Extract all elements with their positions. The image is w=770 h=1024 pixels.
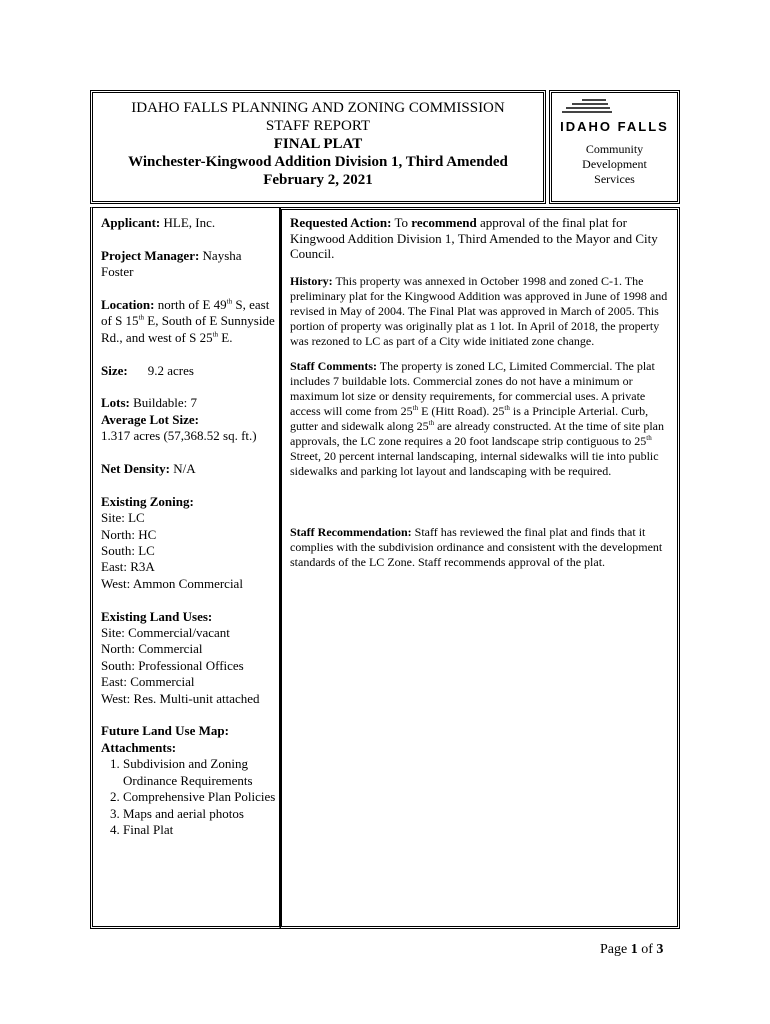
attachment-item: 2. Comprehensive Plan Policies — [123, 789, 277, 805]
use-north: North: Commercial — [101, 641, 203, 657]
attachments-list — [101, 756, 277, 838]
idaho-falls-logo — [552, 97, 677, 187]
pm-label: Project Manager: — [101, 247, 200, 263]
history-label: History: — [290, 273, 333, 288]
location-text-d: E. — [218, 329, 233, 345]
history — [290, 274, 670, 349]
comments-text-a: The property is zoned LC, Limited Commercial. The plat includes 7 buildable lots. Commercial zones do not have a minimum or maximum lot size or density requirements, for commercial uses. A private access will come from 25 — [290, 358, 655, 418]
req-text-b: recommend — [411, 215, 477, 230]
comments-text-b: E (Hitt Road). 25 — [418, 403, 505, 418]
page-of: of — [637, 942, 657, 957]
location-text-c: E, South of E Sunnyside Rd., and west of S 25 — [101, 313, 275, 345]
report-body — [290, 215, 670, 570]
staff-comments — [290, 359, 670, 479]
header-commission: IDAHO FALLS PLANNING AND ZONING COMMISSION — [131, 100, 505, 116]
attachment-item: 3. Maps and aerial photos — [123, 806, 277, 822]
attachment-item: 1. Subdivision and Zoning Ordinance Requirements — [123, 756, 277, 789]
logo-sub-community: Community — [585, 142, 644, 156]
lots — [101, 395, 277, 411]
project-summary — [101, 215, 277, 838]
requested-action — [290, 215, 670, 262]
staff-comments-label: Staff Comments: — [290, 358, 377, 373]
use-west: West: Res. Multi-unit attached — [101, 690, 260, 706]
zoning-south: South: LC — [101, 543, 155, 559]
header-date: February 2, 2021 — [263, 172, 373, 188]
project-manager — [101, 248, 277, 281]
header-staff-report: STAFF REPORT — [265, 118, 371, 134]
comments-text-d: are already constructed. At the time of site plan approvals, the LC zone requires a 20 foot landscape strip contiguous to 25 — [290, 418, 665, 448]
location-sup-a: th — [226, 297, 233, 306]
zoning-site: Site: LC — [101, 510, 145, 526]
staff-recommendation — [290, 525, 670, 570]
location-label: Location: — [101, 297, 155, 312]
density-label: Net Density: — [101, 461, 170, 477]
applicant — [101, 215, 277, 231]
page-number — [600, 942, 663, 958]
page-current: 1 — [630, 942, 638, 957]
logo-subtitle — [552, 142, 677, 187]
use-east: East: Commercial — [101, 674, 195, 690]
zoning-north: North: HC — [101, 526, 157, 542]
zoning-east: East: R3A — [101, 559, 155, 575]
req-text-c: approval of the final plat for Kingwood Addition Division 1, Third Amended to the Mayor and City Council. — [290, 215, 658, 261]
lots-value: Buildable: 7 — [129, 395, 198, 411]
density-value: N/A — [169, 461, 196, 477]
header-subdivision: Winchester-Kingwood Addition Division 1, Third Amended — [128, 154, 508, 170]
header-final-plat: FINAL PLAT — [273, 136, 363, 152]
attachments-label: Attachments: — [101, 739, 177, 755]
avg-lot-size-value: 1.317 acres (57,368.52 sq. ft.) — [101, 428, 257, 444]
comments-sup-d: th — [646, 433, 652, 442]
requested-action-label: Requested Action: — [290, 215, 392, 230]
page-total: 3 — [656, 942, 664, 957]
staff-recommendation-label: Staff Recommendation: — [290, 524, 412, 539]
size-value: 9.2 acres — [147, 362, 194, 378]
location — [101, 297, 277, 346]
report-header — [92, 99, 544, 189]
size-label: Size: — [101, 362, 128, 378]
comments-text-e: Street, 20 percent internal landscaping, internal sidewalks will tie into public sidewalks and parking lot layout and landscaping with be required. — [290, 448, 659, 478]
existing-zoning-label: Existing Zoning: — [101, 493, 194, 509]
zoning-west: West: Ammon Commercial — [101, 575, 243, 591]
location-sup-b: th — [138, 314, 145, 323]
logo-wordmark: IDAHO FALLS — [560, 119, 669, 134]
location-text-a: north of E 49 — [154, 297, 227, 312]
page-word: Page — [600, 942, 631, 957]
attachment-item: 4. Final Plat — [123, 822, 277, 838]
logo-sub-development: Development — [582, 157, 647, 171]
logo-lines-icon — [552, 97, 677, 119]
existing-land-uses-label: Existing Land Uses: — [101, 608, 213, 624]
future-land-use-label: Future Land Use Map: — [101, 723, 229, 739]
use-south: South: Professional Offices — [101, 657, 244, 673]
lots-label: Lots: — [101, 395, 130, 411]
logo-sub-services: Services — [594, 172, 635, 186]
history-text: This property was annexed in October 1998 and zoned C-1. The preliminary plat for the Kingwood Addition was approved in June of 1998 and revised in May of 2004. The Final Plat was approved in March of 2005. This portion of property was originally plat as 1 lot. In April of 2018, the property was rezoned to LC as part of a City wide initiated zone change. — [290, 273, 668, 348]
location-sup-c: th — [212, 330, 219, 339]
net-density — [101, 461, 277, 477]
applicant-label: Applicant: — [101, 215, 161, 230]
location-text-b: S, east of S 15 — [101, 297, 270, 329]
comments-sup-b: th — [504, 403, 510, 412]
req-text-a: To — [391, 215, 412, 230]
comments-sup-a: th — [412, 403, 419, 412]
comments-text-c: is a Principle Arterial. Curb, gutter and sidewalk along 25 — [290, 403, 649, 433]
use-site: Site: Commercial/vacant — [101, 625, 230, 641]
avg-lot-size-label: Average Lot Size: — [101, 411, 199, 427]
size — [101, 363, 277, 379]
comments-sup-c: th — [428, 418, 435, 427]
staff-recommendation-text: Staff has reviewed the final plat and finds that it complies with the subdivision ordinance and consistent with the development standards of the LC Zone. Staff recommends approval of the plat. — [290, 524, 663, 569]
applicant-value: HLE, Inc. — [160, 215, 216, 230]
pm-value: Naysha Foster — [101, 247, 242, 280]
